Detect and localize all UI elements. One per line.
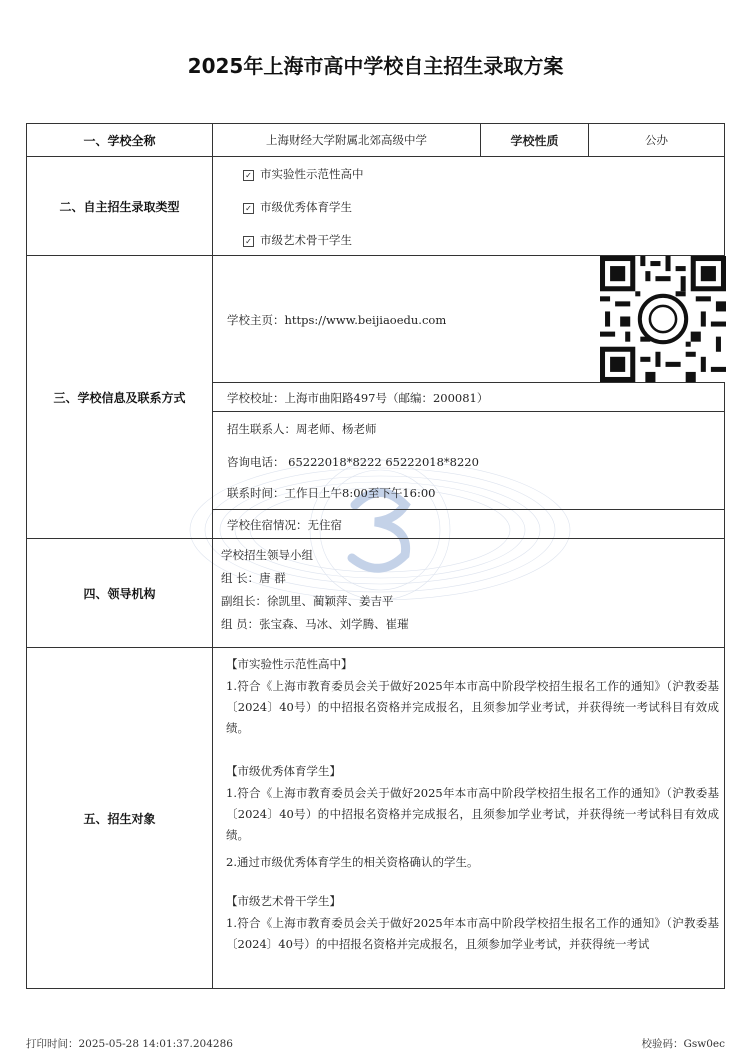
- school-homepage: 学校主页：https://www.beijiaoedu.com: [227, 313, 447, 327]
- page-title: 2025年上海市高中学校自主招生录取方案: [187, 54, 564, 78]
- divider: [213, 411, 724, 412]
- leadership-line: 组 员：张宝森、马冰、刘学腾、崔璀: [221, 617, 409, 631]
- label-admission-targets: 五、招生对象: [27, 648, 213, 988]
- checkbox-checked-icon: ✓: [243, 236, 254, 247]
- category-heading: 【市级艺术骨干学生】: [226, 894, 341, 908]
- checkbox-checked-icon: ✓: [243, 203, 254, 214]
- admission-type-item: ✓ 市级优秀体育学生: [243, 199, 352, 215]
- school-nature-value: 公办: [645, 133, 668, 147]
- leadership-line: 学校招生领导小组: [221, 548, 313, 562]
- school-name-value: 上海财经大学附属北郊高级中学: [213, 124, 481, 156]
- admission-type-item: ✓ 市级艺术骨干学生: [243, 232, 352, 248]
- category-heading: 【市实验性示范性高中】: [226, 657, 353, 671]
- contact-person: 招生联系人：周老师、杨老师: [227, 422, 377, 436]
- qr-code-icon: [600, 256, 726, 382]
- requirement-paragraph: 1.符合《上海市教育委员会关于做好2025年本市高中阶段学校招生报名工作的通知》（沪教委基〔2024〕40号）的中招报名资格并完成报名，且须参加学业考试，并获得统一考试科目有效成绩。: [226, 679, 719, 735]
- divider: [213, 382, 724, 383]
- label-school-name: 一、学校全称: [27, 124, 213, 156]
- label-school-info: 三、学校信息及联系方式: [27, 256, 213, 538]
- requirement-paragraph: 2.通过市级优秀体育学生的相关资格确认的学生。: [226, 855, 479, 869]
- leadership-line: 副组长：徐凯里、蔺颖萍、姜吉平: [221, 594, 394, 608]
- label-leadership: 四、领导机构: [27, 539, 213, 647]
- row-school-info: [27, 256, 724, 539]
- requirement-paragraph: 1.符合《上海市教育委员会关于做好2025年本市高中阶段学校招生报名工作的通知》（沪教委基〔2024〕40号）的中招报名资格并完成报名，且须参加学业考试，并获得统一考试科目有效成绩。: [226, 786, 719, 842]
- school-address: 学校校址：上海市曲阳路497号（邮编：200081）: [227, 391, 489, 405]
- label-admission-types: 二、自主招生录取类型: [27, 157, 213, 255]
- contact-hours: 联系时间：工作日上午8:00至下午16:00: [227, 486, 436, 500]
- school-nature-label: 学校性质: [481, 124, 589, 156]
- print-timestamp: 打印时间：2025-05-28 14:01:37.204286: [26, 1038, 233, 1050]
- row-school-name: [27, 124, 724, 157]
- contact-phone: 咨询电话： 65222018*8222 65222018*8220: [227, 455, 479, 469]
- dormitory-info: 学校住宿情况：无住宿: [227, 518, 342, 532]
- divider: [213, 509, 724, 510]
- category-heading: 【市级优秀体育学生】: [226, 764, 341, 778]
- row-leadership: [27, 539, 724, 648]
- leadership-line: 组 长：唐 群: [221, 571, 286, 585]
- admission-type-item: ✓ 市实验性示范性高中: [243, 166, 364, 182]
- requirement-paragraph: 1.符合《上海市教育委员会关于做好2025年本市高中阶段学校招生报名工作的通知》（沪教委基〔2024〕40号）的中招报名资格并完成报名，且须参加学业考试，并获得统一考试: [226, 916, 719, 951]
- checkbox-checked-icon: ✓: [243, 170, 254, 181]
- checksum-code: 校验码：Gsw0ec: [641, 1038, 725, 1050]
- row-admission-types: [27, 157, 724, 256]
